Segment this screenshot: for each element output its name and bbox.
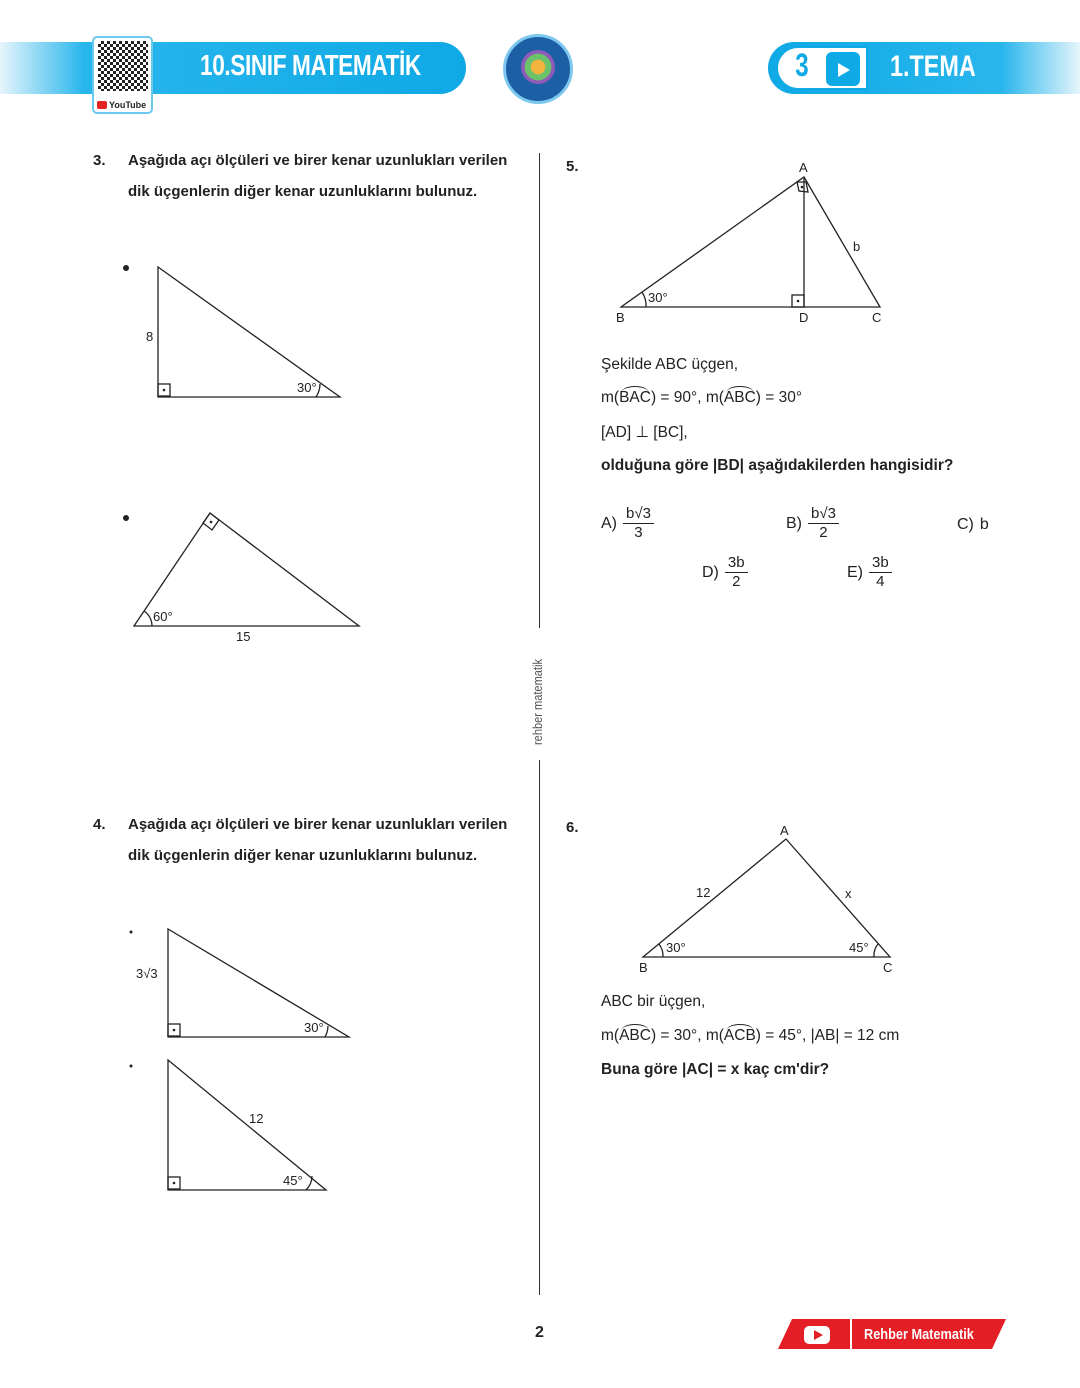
channel-name: Rehber Matematik [864, 1326, 974, 1343]
option-d[interactable]: D) $\frac{3b}{2}$ [702, 554, 748, 591]
side-label: 15 [236, 629, 251, 644]
question-line: [AD] ⊥ [BC], [601, 424, 688, 441]
separator [850, 1319, 852, 1349]
qr-label: YouTube [109, 100, 147, 110]
triangle-q3-1 [158, 267, 340, 397]
option-c[interactable]: C) b [957, 516, 989, 533]
option-e[interactable]: E) $\frac{3b}{4}$ [847, 554, 892, 591]
page-number: 2 [535, 1324, 544, 1341]
youtube-icon [804, 1326, 830, 1344]
side-label: 12 [696, 885, 711, 900]
vertex-label: A [799, 160, 808, 175]
question-line: Şekilde ABC üçgen, [601, 356, 739, 373]
side-label: 3√3 [136, 966, 158, 981]
theme-title: 1.TEMA [890, 50, 976, 83]
option-b[interactable]: B) $\frac{b√3}{2}$ [786, 505, 839, 542]
angle-label: 60° [153, 609, 173, 624]
vertex-label: B [639, 960, 648, 975]
angle-label: 45° [849, 940, 869, 955]
unit-number: 3 [795, 47, 809, 83]
vertex-label: C [883, 960, 893, 975]
course-title: 10.SINIF MATEMATİK [200, 50, 421, 82]
angle-label: 45° [283, 1173, 303, 1188]
triangle-q5 [621, 177, 880, 307]
question-line: ABC bir üçgen, [601, 993, 706, 1010]
side-watermark: rehber matematik [530, 659, 545, 745]
vertex-label: C [872, 310, 882, 325]
side-label: 8 [146, 329, 154, 344]
question-number: 4. [93, 816, 106, 833]
vertex-label: A [780, 823, 789, 838]
question-line: m(BAC) = 90°, m(ABC) = 30° [601, 389, 803, 406]
question-prompt: Buna göre |AC| = x kaç cm'dir? [601, 1061, 830, 1078]
side-label: b [853, 239, 861, 254]
question-line: m(ABC) = 30°, m(ACB) = 45°, |AB| = 12 cm [601, 1027, 900, 1044]
question-text: Aşağıda açı ölçüleri ve birer kenar uzunlukları verilen dik üçgenlerin diğer kenar uzunluklarını bulunuz. [128, 816, 508, 864]
question-prompt: olduğuna göre |BD| aşağıdakilerden hangisidir? [601, 457, 954, 474]
angle-label: 30° [648, 290, 668, 305]
question-text: Aşağıda açı ölçüleri ve birer kenar uzunlukları verilen dik üçgenlerin diğer kenar uzunluklarını bulunuz. [128, 152, 508, 200]
option-a[interactable]: A) $\frac{b√3}{3}$ [601, 505, 654, 542]
angle-label: 30° [297, 380, 317, 395]
triangle-q4-2 [168, 1060, 326, 1190]
angle-label: 30° [304, 1020, 324, 1035]
side-label: x [845, 886, 852, 901]
vertex-label: D [799, 310, 809, 325]
question-number: 5. [566, 158, 579, 175]
question-number: 6. [566, 819, 579, 836]
side-label: 12 [249, 1111, 264, 1126]
angle-label: 30° [666, 940, 686, 955]
vertex-label: B [616, 310, 625, 325]
question-number: 3. [93, 152, 106, 169]
